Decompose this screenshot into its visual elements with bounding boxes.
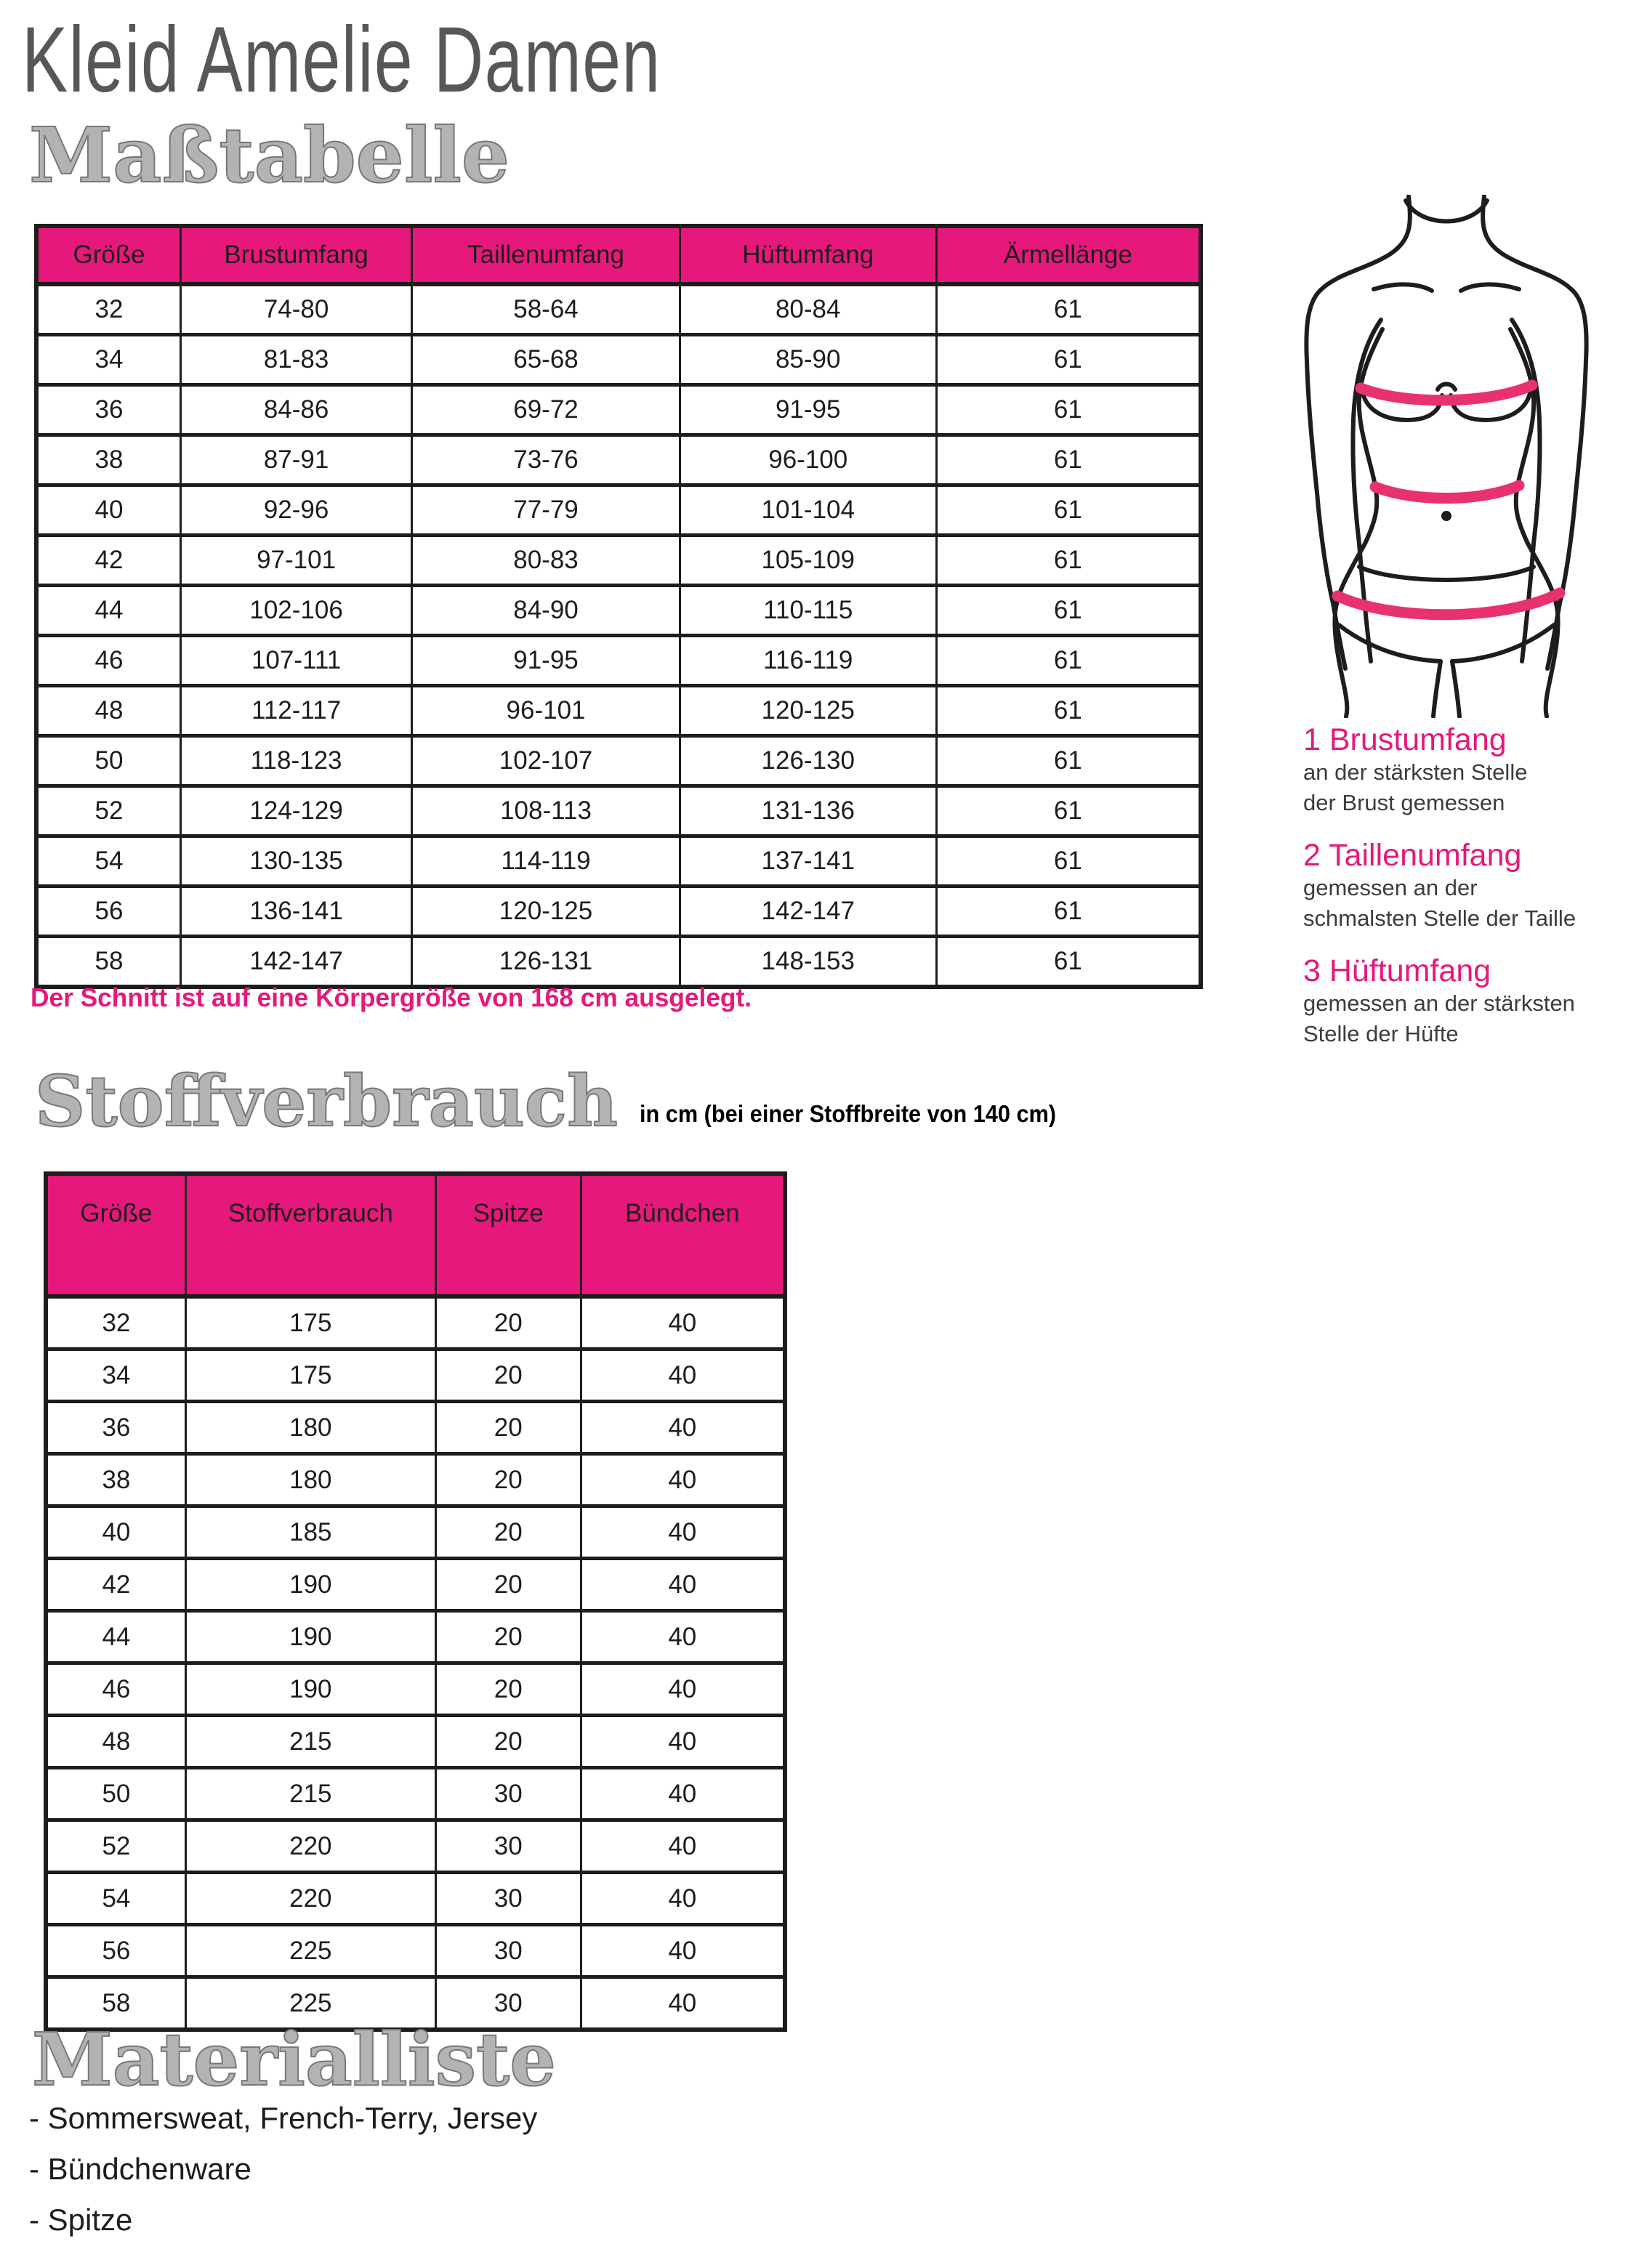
table-cell: 61: [936, 586, 1201, 636]
table-cell: 215: [185, 1768, 435, 1820]
table-row: [46, 1716, 785, 1768]
table-cell: 61: [936, 636, 1201, 686]
table-cell: 180: [185, 1402, 435, 1454]
measure-note-title: 1 Brustumfang: [1303, 722, 1507, 757]
table-cell: 108-113: [412, 786, 680, 836]
measure-note-description-line: gemessen an der stärksten: [1303, 990, 1575, 1017]
table-cell: 74-80: [180, 284, 411, 335]
table-cell: 40: [581, 1402, 785, 1454]
table-cell: 40: [581, 1296, 785, 1349]
table-cell: 61: [936, 385, 1201, 435]
table-cell: 80-83: [412, 536, 680, 586]
table-cell: 20: [435, 1506, 581, 1559]
measure-note: [1303, 838, 1639, 934]
table-cell: 61: [936, 335, 1201, 385]
torso-illustration: [1273, 195, 1639, 718]
table-row: [46, 1506, 785, 1559]
table-cell: 137-141: [680, 836, 936, 887]
stoffverbrauch-subheading: in cm (bei einer Stoffbreite von 140 cm): [639, 1100, 1056, 1127]
table-cell: 40: [581, 1349, 785, 1402]
left-panty-line: [1339, 625, 1441, 661]
table-cell: 44: [36, 586, 180, 636]
table-row: [36, 335, 1201, 385]
size-table-header-row: [36, 226, 1201, 284]
table-cell: 175: [185, 1349, 435, 1402]
table-cell: 73-76: [412, 435, 680, 485]
table-cell: 20: [435, 1663, 581, 1716]
table-cell: 34: [46, 1349, 185, 1402]
left-neck-shoulder-arm-line: [1306, 196, 1409, 669]
column-header: Hüftumfang: [680, 226, 936, 284]
measure-note: [1303, 722, 1639, 818]
table-cell: 80-84: [680, 284, 936, 335]
measure-note-description-line: an der stärksten Stelle: [1303, 759, 1528, 786]
table-row: [36, 385, 1201, 435]
table-cell: 40: [581, 1873, 785, 1925]
table-cell: 48: [36, 686, 180, 736]
table-cell: 30: [435, 1820, 581, 1873]
table-cell: 20: [435, 1454, 581, 1506]
table-cell: 131-136: [680, 786, 936, 836]
measure-note-title: 2 Taillenumfang: [1303, 838, 1522, 873]
measure-note-description-line: Stelle der Hüfte: [1303, 1021, 1459, 1047]
table-row: [36, 786, 1201, 836]
table-cell: 130-135: [180, 836, 411, 887]
table-cell: 20: [435, 1716, 581, 1768]
table-cell: 136-141: [180, 887, 411, 937]
table-cell: 91-95: [412, 636, 680, 686]
column-header: Brustumfang: [180, 226, 411, 284]
table-cell: 40: [581, 1611, 785, 1663]
left-inner-thigh-line: [1433, 661, 1441, 717]
table-row: [36, 435, 1201, 485]
table-cell: 52: [36, 786, 180, 836]
table-row: [36, 836, 1201, 887]
table-cell: 124-129: [180, 786, 411, 836]
measure-note-description-line: gemessen an der: [1303, 875, 1478, 901]
table-cell: 30: [435, 1925, 581, 1977]
column-header: Spitze: [435, 1174, 581, 1296]
materialliste-heading: Materialliste: [32, 2017, 556, 2102]
table-cell: 190: [185, 1663, 435, 1716]
table-cell: 91-95: [680, 385, 936, 435]
table-cell: 36: [36, 385, 180, 435]
table-cell: 32: [36, 284, 180, 335]
table-cell: 114-119: [412, 836, 680, 887]
table-cell: 40: [581, 1663, 785, 1716]
table-row: [36, 284, 1201, 335]
table-cell: 220: [185, 1820, 435, 1873]
table-cell: 110-115: [680, 586, 936, 636]
table-row: [36, 636, 1201, 686]
table-row: [36, 485, 1201, 536]
table-cell: 50: [36, 736, 180, 786]
table-cell: 40: [581, 1506, 785, 1559]
table-cell: 34: [36, 335, 180, 385]
table-cell: 185: [185, 1506, 435, 1559]
table-cell: 118-123: [180, 736, 411, 786]
table-cell: 38: [36, 435, 180, 485]
masstabelle-heading: Maßtabelle: [29, 110, 510, 200]
table-cell: 56: [36, 887, 180, 937]
table-cell: 61: [936, 786, 1201, 836]
table-row: [46, 1402, 785, 1454]
measure-note-title: 3 Hüftumfang: [1303, 953, 1491, 989]
table-cell: 20: [435, 1559, 581, 1611]
navel-dot: [1441, 511, 1451, 521]
table-cell: 40: [581, 1716, 785, 1768]
material-list-item: - Bündchenware: [29, 2152, 251, 2186]
stoffverbrauch-heading-row: [35, 1060, 1087, 1142]
table-cell: 36: [46, 1402, 185, 1454]
table-cell: 54: [46, 1873, 185, 1925]
table-cell: 46: [36, 636, 180, 686]
table-cell: 44: [46, 1611, 185, 1663]
table-cell: 220: [185, 1873, 435, 1925]
table-row: [36, 736, 1201, 786]
table-cell: 107-111: [180, 636, 411, 686]
column-header: Größe: [36, 226, 180, 284]
measure-note-description-line: schmalsten Stelle der Taille: [1303, 905, 1576, 932]
column-header: Bündchen: [581, 1174, 785, 1296]
table-cell: 65-68: [412, 335, 680, 385]
right-collarbone: [1461, 284, 1519, 291]
table-cell: 116-119: [680, 636, 936, 686]
table-cell: 84-86: [180, 385, 411, 435]
table-cell: 40: [581, 1454, 785, 1506]
measure-note: [1303, 953, 1639, 1049]
table-row: [46, 1925, 785, 1977]
measure-note-description-line: der Brust gemessen: [1303, 790, 1505, 816]
table-cell: 61: [936, 736, 1201, 786]
table-row: [36, 536, 1201, 586]
table-row: [46, 1663, 785, 1716]
fabric-usage-table: [44, 1171, 787, 2032]
table-cell: 142-147: [180, 937, 411, 988]
table-cell: 42: [36, 536, 180, 586]
right-inner-thigh-line: [1452, 661, 1459, 717]
bust-measure-band: [1361, 385, 1532, 400]
table-cell: 105-109: [680, 536, 936, 586]
table-cell: 175: [185, 1296, 435, 1349]
table-cell: 32: [46, 1296, 185, 1349]
table-cell: 40: [581, 1768, 785, 1820]
material-list-item: - Sommersweat, French-Terry, Jersey: [29, 2101, 538, 2135]
table-cell: 190: [185, 1559, 435, 1611]
table-row: [46, 1768, 785, 1820]
table-cell: 85-90: [680, 335, 936, 385]
table-cell: 225: [185, 1977, 435, 2030]
table-cell: 84-90: [412, 586, 680, 636]
column-header: Größe: [46, 1174, 185, 1296]
table-row: [46, 1873, 785, 1925]
table-cell: 148-153: [680, 937, 936, 988]
table-row: [46, 1611, 785, 1663]
table-cell: 126-131: [412, 937, 680, 988]
table-cell: 96-100: [680, 435, 936, 485]
table-cell: 58: [36, 937, 180, 988]
table-cell: 101-104: [680, 485, 936, 536]
table-cell: 20: [435, 1349, 581, 1402]
table-cell: 38: [46, 1454, 185, 1506]
table-cell: 77-79: [412, 485, 680, 536]
column-header: Taillenumfang: [412, 226, 680, 284]
table-cell: 97-101: [180, 536, 411, 586]
table-cell: 61: [936, 536, 1201, 586]
table-cell: 180: [185, 1454, 435, 1506]
table-cell: 40: [581, 1559, 785, 1611]
table-cell: 56: [46, 1925, 185, 1977]
table-cell: 48: [46, 1716, 185, 1768]
table-row: [46, 1349, 785, 1402]
table-cell: 61: [936, 836, 1201, 887]
table-cell: 20: [435, 1296, 581, 1349]
table-row: [36, 586, 1201, 636]
page-title: Kleid Amelie Damen: [22, 8, 661, 112]
height-note: Der Schnitt ist auf eine Körpergröße von 168 cm ausgelegt.: [31, 982, 752, 1012]
table-cell: 58-64: [412, 284, 680, 335]
table-row: [46, 1296, 785, 1349]
table-cell: 30: [435, 1977, 581, 2030]
table-cell: 225: [185, 1925, 435, 1977]
table-cell: 61: [936, 485, 1201, 536]
table-row: [36, 686, 1201, 736]
stoffverbrauch-heading: Stoffverbrauch: [35, 1060, 618, 1142]
table-cell: 58: [46, 1977, 185, 2030]
column-header: Stoffverbrauch: [185, 1174, 435, 1296]
left-collarbone: [1374, 284, 1432, 291]
table-cell: 40: [581, 1820, 785, 1873]
table-row: [46, 1820, 785, 1873]
table-cell: 52: [46, 1820, 185, 1873]
table-cell: 30: [435, 1873, 581, 1925]
table-cell: 81-83: [180, 335, 411, 385]
table-cell: 40: [46, 1506, 185, 1559]
table-cell: 142-147: [680, 887, 936, 937]
table-cell: 92-96: [180, 485, 411, 536]
table-cell: 20: [435, 1402, 581, 1454]
table-cell: 87-91: [180, 435, 411, 485]
table-row: [46, 1454, 785, 1506]
hip-crease-line: [1359, 567, 1534, 580]
table-row: [46, 1559, 785, 1611]
fabric-table-header-row: [46, 1174, 785, 1296]
material-list-item: - Spitze: [29, 2203, 133, 2237]
table-cell: 96-101: [412, 686, 680, 736]
breast-center-notch: [1438, 384, 1455, 390]
table-cell: 61: [936, 887, 1201, 937]
waist-measure-band: [1375, 485, 1519, 499]
table-cell: 20: [435, 1611, 581, 1663]
table-cell: 61: [936, 686, 1201, 736]
table-cell: 50: [46, 1768, 185, 1820]
column-header: Ärmellänge: [936, 226, 1201, 284]
table-cell: 30: [435, 1768, 581, 1820]
table-cell: 126-130: [680, 736, 936, 786]
right-panty-line: [1452, 625, 1554, 661]
table-cell: 61: [936, 435, 1201, 485]
table-cell: 42: [46, 1559, 185, 1611]
table-cell: 61: [936, 937, 1201, 988]
size-table: [34, 224, 1203, 989]
table-cell: 69-72: [412, 385, 680, 435]
table-cell: 190: [185, 1611, 435, 1663]
table-cell: 215: [185, 1716, 435, 1768]
table-cell: 112-117: [180, 686, 411, 736]
table-row: [36, 937, 1201, 988]
table-row: [36, 887, 1201, 937]
table-cell: 61: [936, 284, 1201, 335]
table-cell: 40: [36, 485, 180, 536]
chin-arc: [1406, 201, 1487, 222]
table-cell: 54: [36, 836, 180, 887]
table-cell: 120-125: [680, 686, 936, 736]
table-cell: 46: [46, 1663, 185, 1716]
measure-notes: [1303, 722, 1639, 1069]
table-cell: 40: [581, 1977, 785, 2030]
body-measurement-figure: [1273, 195, 1639, 718]
table-cell: 102-106: [180, 586, 411, 636]
table-cell: 40: [581, 1925, 785, 1977]
table-cell: 102-107: [412, 736, 680, 786]
table-cell: 120-125: [412, 887, 680, 937]
material-list: [29, 2102, 537, 2254]
